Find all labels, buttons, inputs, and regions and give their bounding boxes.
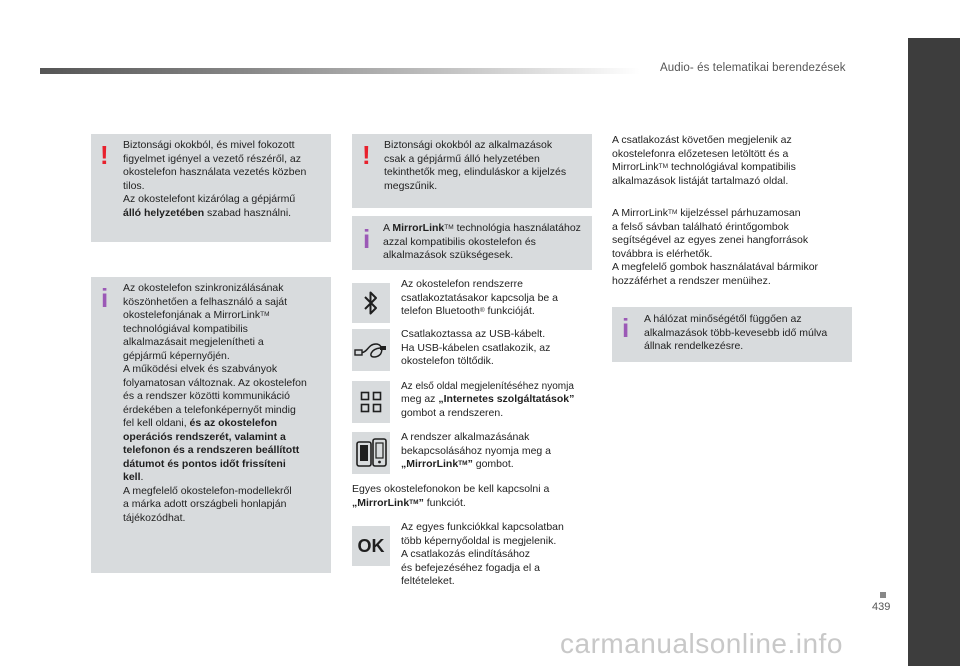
text-line: Biztonsági okokból, és mivel fokozott	[123, 139, 295, 151]
text-line: a márka adott országbeli honlapján	[123, 498, 287, 510]
text-line: A csatlakozást követően megjelenik az	[612, 134, 792, 146]
text-line: Egyes okostelefonokon be kell kapcsolni a	[352, 483, 550, 495]
text-line: A MirrorLink™ kijelzéssel párhuzamosan	[612, 207, 801, 219]
text-line: A megfelelő okostelefon-modellekről	[123, 484, 292, 497]
page-number: 439	[872, 601, 891, 613]
text-line: tekinthetők meg, elinduláskor a kijelzés	[384, 166, 567, 178]
text-line: kell.	[123, 471, 144, 483]
bluetooth-icon	[361, 290, 381, 316]
text-line: tilos.	[123, 179, 145, 192]
text-line: A rendszer alkalmazásának	[401, 431, 530, 443]
usb-cable-icon	[354, 335, 388, 365]
text-line: A MirrorLink™ technológia használatához	[383, 222, 581, 234]
usb-cable-button	[352, 329, 390, 371]
sync-info-box	[91, 277, 331, 573]
text-line: csatlakoztatásakor kapcsolja be a	[401, 291, 559, 304]
text-line: a felső sávban található érintőgombok	[612, 220, 789, 233]
apps-warning-box	[352, 134, 592, 208]
text-line: gépjármű képernyőjén.	[123, 349, 230, 362]
text-line: csak a gépjármű álló helyzetében	[384, 152, 540, 165]
text-line: A csatlakozás elindításához	[401, 548, 530, 560]
text-line: megszűnik.	[384, 179, 438, 192]
bluetooth-button	[352, 283, 390, 323]
text-line: telefonon és a rendszeren beállított	[123, 444, 300, 456]
ok-button	[352, 526, 390, 566]
warning-icon: !	[100, 140, 109, 170]
mirrorlink-icon	[354, 437, 388, 469]
text-line: dátumot és pontos időt frissíteni	[123, 457, 286, 470]
ok-label: OK	[357, 535, 385, 556]
text-line: bekapcsolásához nyomja meg a	[401, 444, 552, 457]
text-line: állnak rendelkezésre.	[644, 340, 744, 352]
text-line: okostelefon töltődik.	[401, 355, 494, 367]
chapter-tab-bar	[908, 38, 960, 666]
safety-warning-box	[91, 134, 331, 242]
page-header-title: Audio- és telematikai berendezések	[660, 62, 846, 74]
text-line: feltételeket.	[401, 575, 455, 587]
text-line: „MirrorLink™” funkciót.	[352, 496, 466, 509]
text-line: Az okostelefont kizárólag a gépjármű	[123, 193, 296, 205]
text-line: A hálózat minőségétől függően az	[644, 313, 802, 325]
text-line: Ha USB-kábelen csatlakozik, az	[401, 341, 551, 354]
info-icon: i	[101, 283, 109, 313]
info-icon: i	[622, 313, 630, 343]
text-line: technológiával kompatibilis	[123, 322, 248, 335]
text-line: operációs rendszerét, valamint a	[123, 430, 286, 443]
text-line: fel kell oldani, és az okostelefon	[123, 417, 278, 429]
connection-paragraph	[612, 134, 796, 188]
text-line: és befejezéséhez fogadja el a	[401, 561, 540, 574]
mirrorlink-info-box	[352, 216, 592, 270]
text-line: alkalmazások listáját tartalmazó oldal.	[612, 174, 789, 187]
display-paragraph	[612, 207, 818, 288]
text-line: alkalmazásait megjelenítheti a	[123, 336, 264, 348]
watermark: carmanualsonline.info	[560, 628, 843, 659]
text-line: meg az „Internetes szolgáltatások”	[401, 393, 575, 405]
text-line: alkalmazások több-kevesebb idő múlva	[644, 326, 828, 339]
page-marker	[880, 592, 886, 598]
text-line: Az első oldal megjelenítéséhez nyomja	[401, 381, 574, 392]
text-line: segítségével az egyes zenei hangforrások	[612, 234, 809, 246]
text-line: köszönhetően a felhasználó a saját	[123, 295, 288, 308]
text-line: „MirrorLink™” gombot.	[401, 458, 514, 470]
text-line: Biztonsági okokból az alkalmazások	[384, 139, 553, 151]
text-line: álló helyzetében szabad használni.	[123, 206, 292, 219]
grid-icon	[360, 391, 382, 413]
text-line: Csatlakoztassa az USB-kábelt.	[401, 328, 546, 340]
text-line: A működési elvek és szabványok	[123, 363, 278, 375]
text-line: gombot a rendszeren.	[401, 406, 504, 419]
text-line: és a rendszer közötti kommunikáció	[123, 390, 290, 402]
text-line: Az okostelefon rendszerre	[401, 278, 523, 290]
text-line: tájékozódhat.	[123, 511, 186, 524]
text-line: figyelmet igényel a vezető részéről, az	[123, 152, 302, 165]
text-line: alkalmazások szükségesek.	[383, 249, 514, 261]
text-line: telefon Bluetooth® funkcióját.	[401, 305, 535, 317]
text-line: folyamatosan változnak. Az okostelefon	[123, 376, 307, 389]
text-line: hozzáférhet a rendszer menüihez.	[612, 274, 771, 287]
text-line: továbbra is elérhetők.	[612, 247, 713, 260]
header-gradient-bar	[40, 68, 640, 74]
warning-icon: !	[362, 140, 371, 170]
text-line: azzal kompatibilis okostelefon és	[383, 235, 536, 248]
mirrorlink-button	[352, 432, 390, 474]
internet-services-button	[352, 381, 390, 423]
network-info-box	[612, 307, 852, 362]
text-line: Az okostelefon szinkronizálásának	[123, 282, 284, 294]
text-line: több képernyőoldal is megjelenik.	[401, 534, 557, 547]
text-line: Az egyes funkciókkal kapcsolatban	[401, 521, 564, 533]
text-line: MirrorLink™ technológiával kompatibilis	[612, 161, 796, 173]
text-line: érdekében a telefonképernyőt mindig	[123, 403, 296, 416]
text-line: okostelefon használata vezetés közben	[123, 166, 307, 178]
text-line: A megfelelő gombok használatával bármikor	[612, 261, 819, 273]
text-line: okostelefonjának a MirrorLink™	[123, 309, 270, 321]
text-line: okostelefonra előzetesen letöltött és a	[612, 147, 789, 160]
info-icon: i	[363, 224, 371, 254]
